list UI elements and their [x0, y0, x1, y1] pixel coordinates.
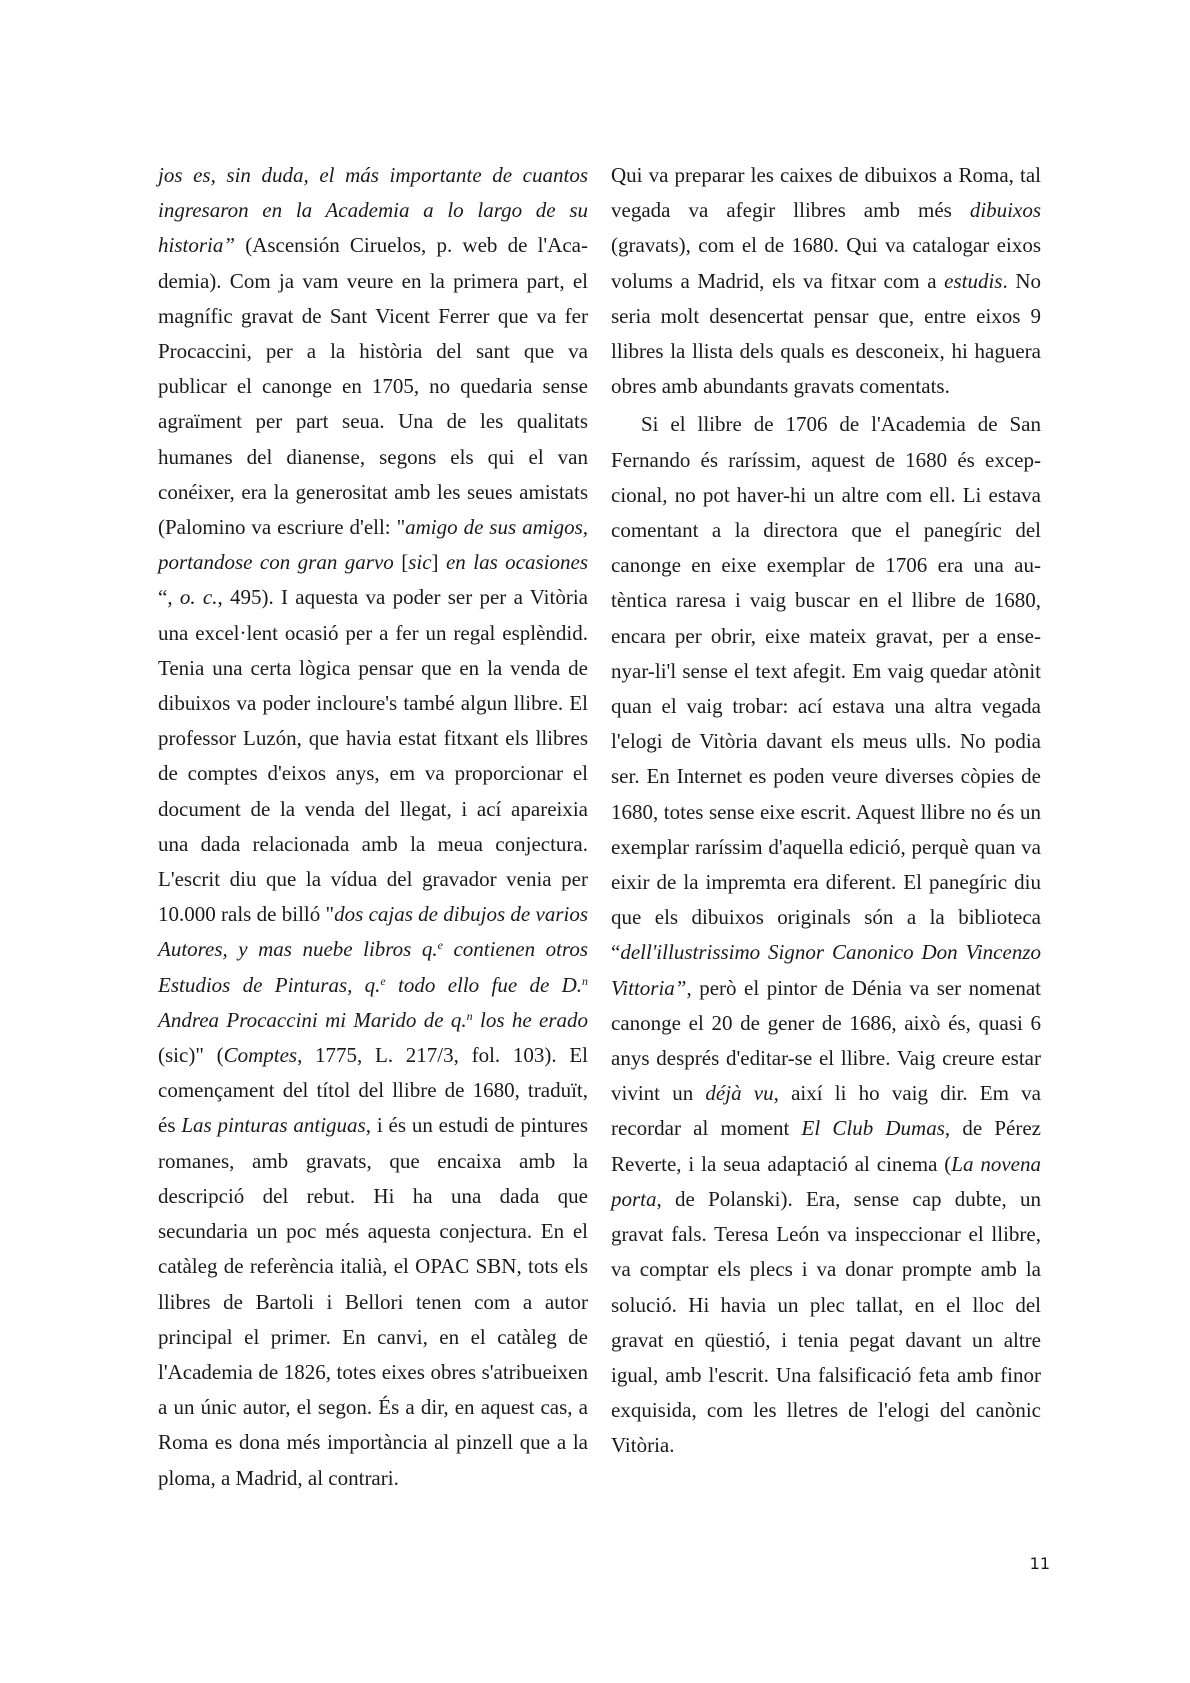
- text-run: estudis: [944, 268, 1003, 293]
- text-run: , així li ho vaig dir. Em va recordar al moment: [611, 1081, 1041, 1141]
- text-run: e: [437, 938, 443, 953]
- page-number: 11: [1029, 1554, 1050, 1573]
- text-run: “,: [158, 585, 180, 610]
- right-column: [611, 158, 1041, 1464]
- text-run: en las ocasiones: [445, 550, 588, 575]
- text-run: dos cajas de dibujos de varios Autores, y mas nuebe libros q.: [158, 902, 589, 962]
- text-run: (Ascensión Ciruelos, p. web de l'Academia). Com ja vam veure en la primera part, el magnífic gravat de Sant Vicent Ferrer que va fer Procaccini, per a la història del sant que va publicar el canonge en 1705, no quedaria sense agraïment per part seua. Una de les qualitats humanes del dianense, segons els qui el van conéixer, era la generositat amb les seues amistats (Palomino va escriure d'ell: ": [158, 233, 588, 540]
- text-run: todo ello fue de D.: [385, 972, 582, 997]
- text-run: dell'illustrissimo Signor Canonico Don Vincenzo Vittoria”: [611, 940, 1041, 1000]
- text-run: sic: [408, 550, 432, 575]
- text-run: jos es, sin duda, el más importante de cuantos ingresaron en la Academia a lo largo de su historia”: [158, 163, 588, 258]
- text-run: contienen otros Estudios de Pinturas, q.: [158, 937, 588, 997]
- text-run: (gravats), com el de 1680. Qui va catalogar eixos volums a Madrid, els va fitxar com a: [611, 233, 1041, 293]
- text-run: , de Pérez Reverte, i la seua adaptació al cinema (: [611, 1116, 1041, 1176]
- text-run: , i és un estudi de pintures romanes, amb gravats, que encaixa amb la descripció del rebut. Hi ha una dada que secundaria un poc més aquesta conjectura. En el catàleg de referència italià, el OPAC SBN, tots els llibres de Bartoli i Bellori tenen com a autor principal el primer. En canvi, en el catàleg de l'Academia de 1826, totes eixes obres s'atribueixen a un únic autor, el segon. És a dir, en aquest cas, a Roma es dona més importància al pinzell que a la ploma, a Madrid, al contrari.: [158, 1113, 588, 1490]
- text-run: n: [582, 973, 588, 988]
- text-run: Andrea Procaccini mi Marido de q.: [158, 1007, 467, 1032]
- text-run: Las pinturas antiguas: [181, 1113, 366, 1138]
- left-paragraph: [158, 158, 588, 1496]
- text-run: [: [401, 550, 409, 575]
- text-run: . No seria molt desencertat pensar que, entre eixos 9 llibres la llista dels quals es desconeix, hi haguera obres amb abundants gravats comentats.: [611, 268, 1041, 399]
- right-paragraph-1: [611, 158, 1041, 404]
- text-run: n: [466, 1008, 473, 1023]
- text-run: o. c.: [179, 585, 218, 610]
- left-column: [158, 158, 588, 1496]
- text-run: , 1775, L. 217/3, fol. 103). El començament del títol del llibre de 1680, traduït, és: [158, 1043, 588, 1138]
- text-run: El Club Dumas: [801, 1116, 945, 1141]
- text-run: , de Polanski). Era, sense cap dubte, un gravat fals. Teresa León va inspeccionar el llibre, va comptar els plecs i va donar prompte amb la solució. Hi havia un plec tallat, en el lloc del gravat en qüestió, i tenia pegat davant un altre igual, amb l'escrit. Una falsificació feta amb finor exquisida, com les lletres de l'elogi del canònic Vitòria.: [611, 1186, 1041, 1458]
- text-run: déjà vu: [705, 1081, 774, 1106]
- text-run: Comptes: [223, 1043, 298, 1068]
- text-run: amigo de sus amigos, portandose con gran garvo: [158, 515, 588, 575]
- text-run: dibuixos: [969, 198, 1041, 223]
- text-run: , però el pintor de Dénia va ser nomenat canonge el 20 de gener de 1686, això és, quasi 6 anys després d'editar-se el llibre. Vaig creure estar vivint un: [611, 975, 1041, 1106]
- text-run: e: [380, 973, 386, 988]
- right-paragraph-2: [611, 407, 1041, 1463]
- text-run: ]: [431, 550, 446, 575]
- text-run: La novena porta: [611, 1151, 1041, 1211]
- text-run: (sic)" (: [158, 1043, 224, 1068]
- text-run: , 495). I aquesta va poder ser per a Vitòria una excel·lent ocasió per a fer un regal esplèndid. Tenia una certa lògica pensar que en la venda de dibuixos va poder incloure's també algun llibre. El professor Luzón, que havia estat fitxant els llibres de comptes d'eixos anys, em va proporcionar el document de la venda del llegat, i ací apareixia una dada relacionada amb la meua conjectura. L'escrit diu que la vídua del gravador venia per 10.000 rals de billó ": [158, 585, 589, 927]
- text-run: los he erado: [472, 1007, 588, 1032]
- text-run: Si el llibre de 1706 de l'Academia de San Fernando és raríssim, aquest de 1680 és excepcional, no pot haver-hi un altre com ell. Li estava comentant a la directora que el panegíric del canonge en eixe exemplar de 1706 era una autèntica raresa i vaig buscar en el llibre de 1680, encara per obrir, eixe mateix gravat, per a ensenyar-li'l sense el text afegit. Em vaig quedar atònit quan el vaig trobar: ací estava una altra vegada l'elogi de Vitòria davant els meus ulls. No podia ser. En Internet es poden veure diverses còpies de 1680, totes sense eixe escrit. Aquest llibre no és un exemplar raríssim d'aquella edició, perquè quan va eixir de la impremta era diferent. El panegíric diu que els dibuixos originals són a la biblioteca “: [611, 412, 1041, 965]
- text-run: Qui va preparar les caixes de dibuixos a Roma, tal vegada va afegir llibres amb més: [611, 163, 1041, 223]
